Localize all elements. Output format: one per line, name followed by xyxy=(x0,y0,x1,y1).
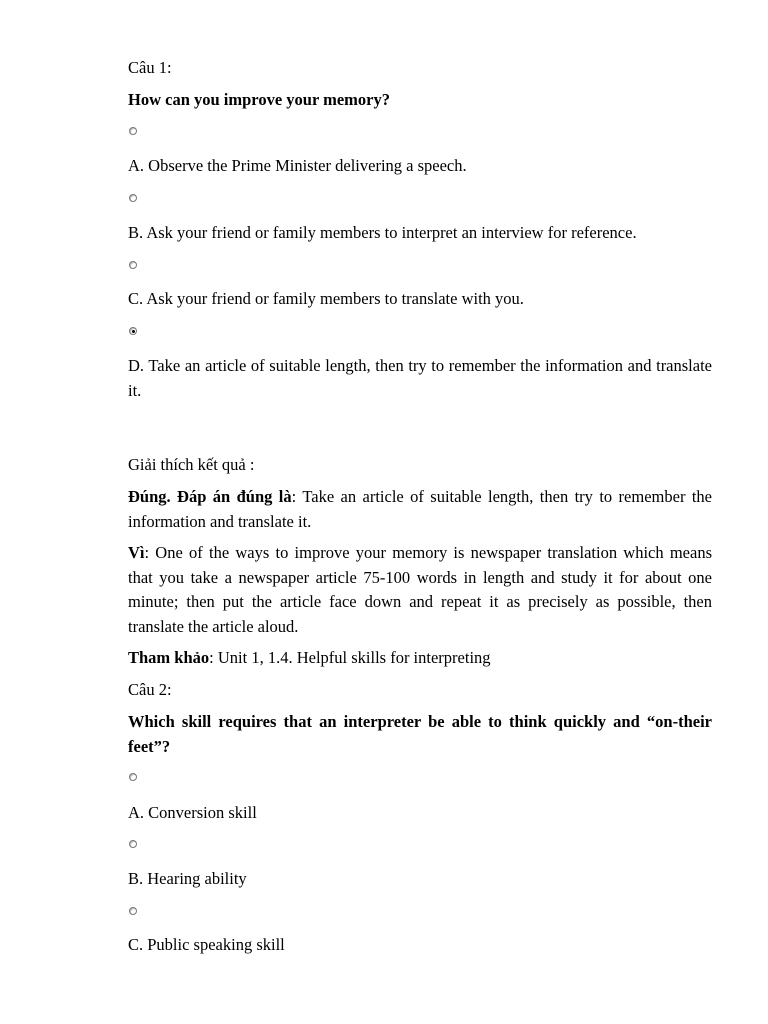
q1-option-d-text: D. Take an article of suitable length, then try to remember the information and translate it. xyxy=(128,356,712,400)
question-1-text xyxy=(128,88,712,113)
correct-answer-text: : Take an article of suitable length, then try to remember the information and translate it. xyxy=(128,487,712,531)
reference-paragraph xyxy=(128,646,712,671)
correct-answer-paragraph xyxy=(128,485,712,534)
q2-option-c-radio[interactable] xyxy=(129,907,137,915)
q2-option-a-radio[interactable] xyxy=(129,773,137,781)
explanation-heading: Giải thích kết quả : xyxy=(128,455,255,474)
reference-text: : Unit 1, 1.4. Helpful skills for interpreting xyxy=(209,648,491,667)
q1-option-b-radio[interactable] xyxy=(129,194,137,202)
q1-option-c-text: C. Ask your friend or family members to translate with you. xyxy=(128,289,524,308)
q2-option-b-text: B. Hearing ability xyxy=(128,869,247,888)
reason-paragraph xyxy=(128,541,712,639)
question-2-text xyxy=(128,710,712,759)
q2-option-a-text: A. Conversion skill xyxy=(128,803,257,822)
question-2-label: Câu 2: xyxy=(128,680,172,699)
reason-label: Vì xyxy=(128,543,145,562)
q1-option-a-radio[interactable] xyxy=(129,127,137,135)
q1-option-c-radio[interactable] xyxy=(129,261,137,269)
q2-option-c-text: C. Public speaking skill xyxy=(128,935,285,954)
correct-answer-label: Đúng. Đáp án đúng là xyxy=(128,487,292,506)
question-1-bold: How can you improve your memory? xyxy=(128,90,390,109)
reference-label: Tham khảo xyxy=(128,648,210,667)
q1-option-a-text: A. Observe the Prime Minister delivering a speech. xyxy=(128,156,467,175)
q1-option-b-text: B. Ask your friend or family members to interpret an interview for reference. xyxy=(128,223,637,242)
q1-option-d-radio[interactable] xyxy=(129,327,137,335)
reason-text: : One of the ways to improve your memory is newspaper translation which means that you take a newspaper article 75-100 words in length and study it for about one minute; then put the article face down and repeat it as precisely as possible, then translate the article aloud. xyxy=(128,543,712,636)
question-1-label: Câu 1: xyxy=(128,58,172,77)
question-2-bold: Which skill requires that an interpreter be able to think quickly and “on-their feet”? xyxy=(128,712,712,756)
q2-option-b-radio[interactable] xyxy=(129,840,137,848)
